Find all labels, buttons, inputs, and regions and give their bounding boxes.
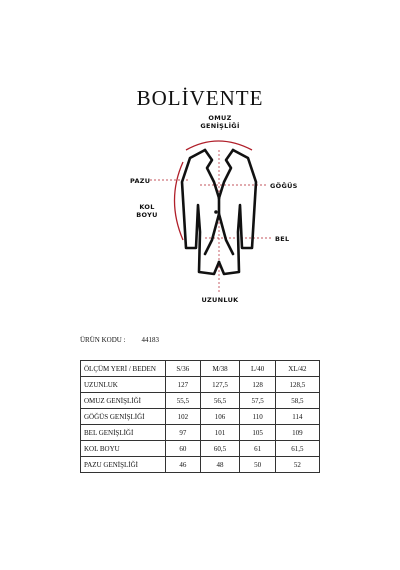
table-cell: 52 bbox=[275, 457, 319, 473]
label-length: UZUNLUK bbox=[201, 296, 239, 304]
product-code-value: 44183 bbox=[141, 336, 159, 344]
table-cell: 58,5 bbox=[275, 393, 319, 409]
table-row bbox=[81, 425, 320, 441]
label-shoulder-width: OMUZ GENİŞLİĞİ bbox=[200, 114, 240, 131]
table-cell: 110 bbox=[240, 409, 275, 425]
table-cell: 128 bbox=[240, 377, 275, 393]
table-cell: 61 bbox=[240, 441, 275, 457]
shoulder-measure-line bbox=[186, 141, 252, 150]
header-cell: S/36 bbox=[166, 361, 201, 377]
label-chest: GÖĞÜS bbox=[270, 182, 298, 190]
row-label: BEL GENİŞLİĞİ bbox=[81, 425, 166, 441]
size-chart-table bbox=[80, 360, 320, 473]
sleeve-measure-line bbox=[175, 162, 184, 240]
table-cell: 46 bbox=[166, 457, 201, 473]
table-cell: 101 bbox=[200, 425, 240, 441]
row-label: OMUZ GENİŞLİĞİ bbox=[81, 393, 166, 409]
header-cell: ÖLÇÜM YERİ / BEDEN bbox=[81, 361, 166, 377]
table-cell: 102 bbox=[166, 409, 201, 425]
table-cell: 60,5 bbox=[200, 441, 240, 457]
label-bicep: PAZU bbox=[130, 177, 151, 185]
header-cell: L/40 bbox=[240, 361, 275, 377]
row-label: GÖĞÜS GENİŞLİĞİ bbox=[81, 409, 166, 425]
product-code-label: ÜRÜN KODU : bbox=[80, 336, 126, 344]
label-sleeve-length: KOL BOYU bbox=[136, 203, 158, 220]
product-code bbox=[80, 336, 159, 344]
row-label: KOL BOYU bbox=[81, 441, 166, 457]
table-cell: 105 bbox=[240, 425, 275, 441]
table-cell: 56,5 bbox=[200, 393, 240, 409]
table-cell: 50 bbox=[240, 457, 275, 473]
row-label: UZUNLUK bbox=[81, 377, 166, 393]
table-cell: 106 bbox=[200, 409, 240, 425]
table-row bbox=[81, 377, 320, 393]
header-cell: M/38 bbox=[200, 361, 240, 377]
table-cell: 60 bbox=[166, 441, 201, 457]
header-cell: XL/42 bbox=[275, 361, 319, 377]
table-cell: 57,5 bbox=[240, 393, 275, 409]
table-cell: 128,5 bbox=[275, 377, 319, 393]
button-icon bbox=[214, 210, 218, 214]
table-header-row bbox=[81, 361, 320, 377]
table-cell: 127 bbox=[166, 377, 201, 393]
table-row bbox=[81, 457, 320, 473]
table-cell: 109 bbox=[275, 425, 319, 441]
row-label: PAZU GENİŞLİĞİ bbox=[81, 457, 166, 473]
label-waist: BEL bbox=[275, 235, 290, 243]
brand-logo: BOLİVENTE bbox=[136, 86, 264, 110]
table-cell: 48 bbox=[200, 457, 240, 473]
table-cell: 55,5 bbox=[166, 393, 201, 409]
table-cell: 127,5 bbox=[200, 377, 240, 393]
table-cell: 61,5 bbox=[275, 441, 319, 457]
table-cell: 97 bbox=[166, 425, 201, 441]
table-row bbox=[81, 441, 320, 457]
table-row bbox=[81, 409, 320, 425]
table-cell: 114 bbox=[275, 409, 319, 425]
table-row bbox=[81, 393, 320, 409]
